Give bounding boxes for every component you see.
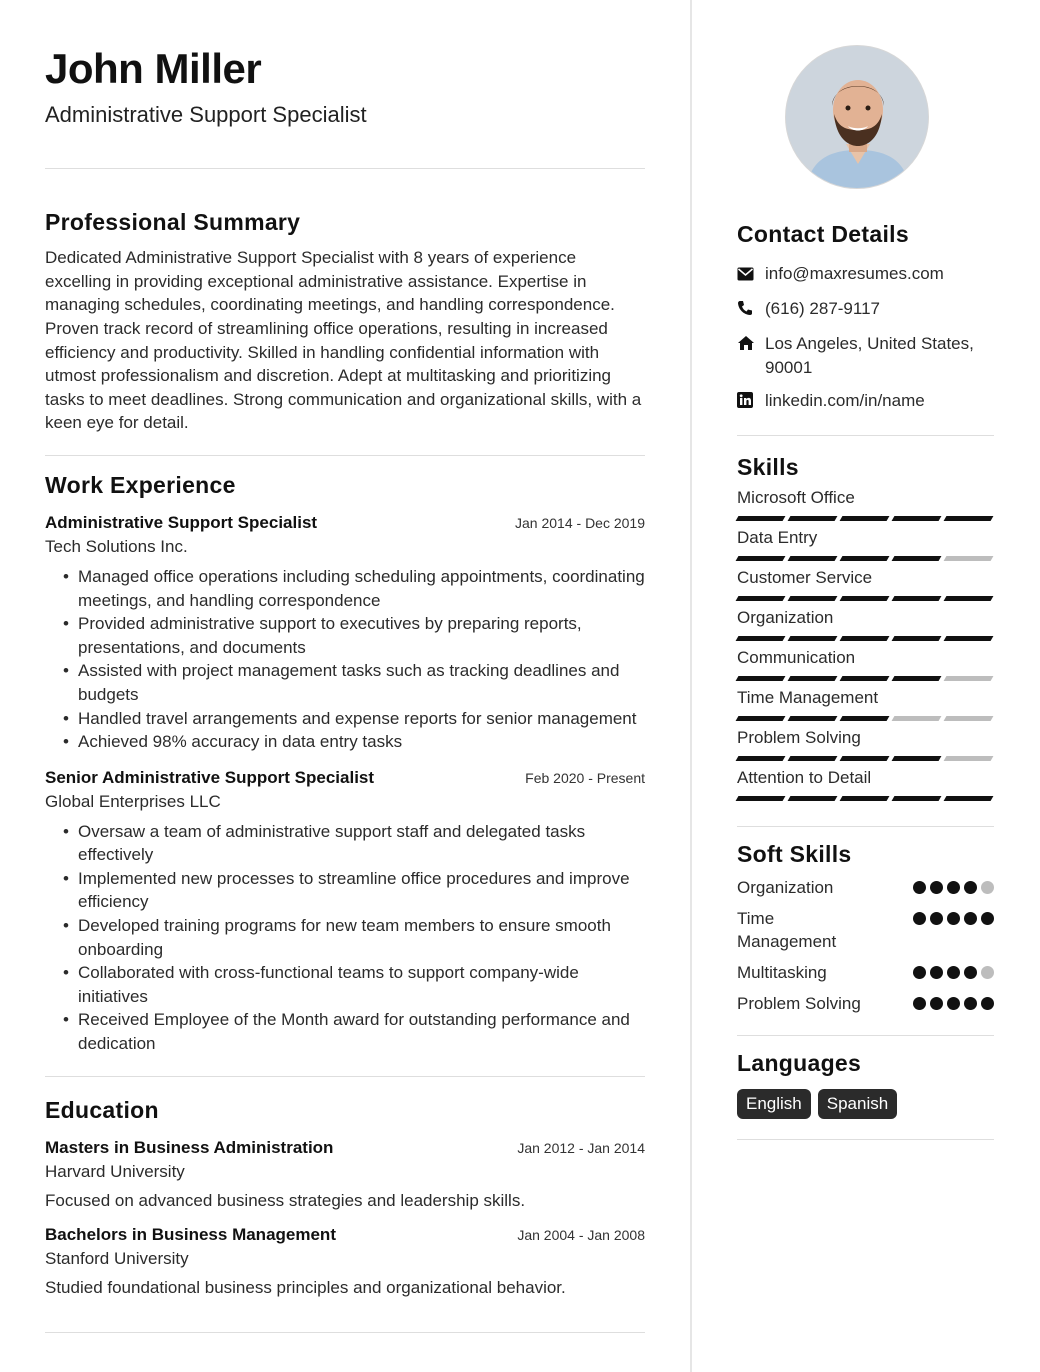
section-divider xyxy=(45,1076,645,1077)
skill-rating-bar xyxy=(737,716,994,721)
soft-skill-rating xyxy=(913,961,994,979)
soft-skill-rating-dot xyxy=(913,881,926,894)
language-pill: Spanish xyxy=(818,1089,897,1119)
skill-rating-segment xyxy=(840,676,890,681)
job-dates: Jan 2014 - Dec 2019 xyxy=(515,514,645,531)
skill-rating-segment xyxy=(892,596,942,601)
skill-rating-segment xyxy=(892,796,942,801)
envelope-icon xyxy=(737,262,765,288)
skill-rating-segment xyxy=(840,556,890,561)
skill-rating-segment xyxy=(892,556,942,561)
contact-phone[interactable]: (616) 287-9117 xyxy=(765,299,880,318)
skill-rating-bar xyxy=(737,516,994,521)
soft-skill-item xyxy=(737,992,994,1015)
skills-heading: Skills xyxy=(737,454,799,480)
job-company: Global Enterprises LLC xyxy=(45,791,221,811)
soft-skills-list xyxy=(737,876,994,1015)
soft-skill-rating-dot xyxy=(947,997,960,1010)
skill-name: Data Entry xyxy=(737,528,818,547)
job-company: Tech Solutions Inc. xyxy=(45,536,188,556)
skill-item xyxy=(737,527,994,561)
main-column xyxy=(45,40,645,1333)
work-heading: Work Experience xyxy=(45,471,236,498)
avatar-portrait xyxy=(786,46,929,189)
skill-rating-segment xyxy=(788,716,838,721)
skill-rating-segment xyxy=(736,636,786,641)
soft-skill-rating xyxy=(913,992,994,1010)
skills-list xyxy=(737,487,994,801)
contact-address-row xyxy=(737,332,994,380)
soft-skill-rating-dot xyxy=(981,997,994,1010)
education-heading: Education xyxy=(45,1096,159,1123)
summary-heading: Professional Summary xyxy=(45,209,301,236)
skill-name: Time Management xyxy=(737,688,879,707)
skill-rating-segment xyxy=(736,596,786,601)
skill-rating-segment xyxy=(788,516,838,521)
education-dates: Jan 2012 - Jan 2014 xyxy=(517,1139,645,1156)
job-bullet: • Achieved 98% accuracy in data entry tasks xyxy=(78,730,645,754)
skill-rating-segment xyxy=(840,716,890,721)
skill-item xyxy=(737,687,994,721)
soft-skill-rating-dot xyxy=(913,912,926,925)
skill-rating-segment xyxy=(892,676,942,681)
skill-item xyxy=(737,767,994,801)
skill-rating-segment xyxy=(840,796,890,801)
skill-rating-segment xyxy=(788,596,838,601)
skill-name: Attention to Detail xyxy=(737,768,872,787)
skill-rating-segment xyxy=(788,636,838,641)
soft-skill-rating-dot xyxy=(930,881,943,894)
skill-rating-bar xyxy=(737,556,994,561)
candidate-title: Administrative Support Specialist xyxy=(45,102,367,128)
contact-linkedin[interactable]: linkedin.com/in/name xyxy=(765,391,925,410)
profile-photo xyxy=(785,45,929,189)
skill-rating-segment xyxy=(892,516,942,521)
contact-email-row[interactable] xyxy=(737,262,994,288)
job-bullets xyxy=(78,565,645,754)
skill-item xyxy=(737,607,994,641)
skill-rating-segment xyxy=(944,596,994,601)
header-divider xyxy=(45,168,645,169)
job-bullet: • Collaborated with cross-functional teams to support company-wide initiatives xyxy=(78,961,645,1008)
degree-title: Bachelors in Business Management xyxy=(45,1224,336,1244)
language-pill: English xyxy=(737,1089,811,1119)
contact-linkedin-row[interactable] xyxy=(737,389,994,415)
soft-skill-rating-dot xyxy=(981,881,994,894)
skill-item xyxy=(737,487,994,521)
skill-rating-segment xyxy=(736,796,786,801)
skill-item xyxy=(737,727,994,761)
job-dates: Feb 2020 - Present xyxy=(525,769,645,786)
soft-skill-rating-dot xyxy=(930,966,943,979)
skill-rating-segment xyxy=(840,596,890,601)
skill-rating-segment xyxy=(840,636,890,641)
skill-rating-segment xyxy=(736,756,786,761)
skill-rating-segment xyxy=(736,716,786,721)
skill-rating-segment xyxy=(944,516,994,521)
home-icon xyxy=(737,332,765,358)
soft-skill-rating xyxy=(913,907,994,925)
job-entry xyxy=(45,513,645,754)
section-divider xyxy=(45,455,645,456)
skill-item xyxy=(737,647,994,681)
soft-skill-rating-dot xyxy=(913,966,926,979)
skill-rating-segment xyxy=(840,516,890,521)
skill-rating-segment xyxy=(788,756,838,761)
job-bullet: • Managed office operations including scheduling appointments, coordinating meetings, and handling correspondence xyxy=(78,565,645,612)
skill-rating-bar xyxy=(737,676,994,681)
contact-heading: Contact Details xyxy=(737,221,909,247)
soft-skill-item xyxy=(737,907,994,953)
skill-rating-segment xyxy=(788,556,838,561)
education-entry xyxy=(45,1225,645,1298)
job-bullet: • Developed training programs for new team members to ensure smooth onboarding xyxy=(78,914,645,961)
skill-rating-segment xyxy=(892,756,942,761)
summary-text: Dedicated Administrative Support Specialist with 8 years of experience excelling in providing exceptional administrative assistance. Expertise in managing schedules, coordinating meetings, and handling correspondence. Proven track record of streamlining office operations, resulting in increased efficiency and productivity. Skilled in handling confidential information with utmost professionalism and discretion. Adept at multitasking and prioritizing tasks to meet deadlines. Strong communication and organizational skills, with a keen eye for detail. xyxy=(45,248,642,433)
soft-skill-rating-dot xyxy=(964,966,977,979)
section-divider xyxy=(45,1332,645,1333)
job-bullet: • Handled travel arrangements and expense reports for senior management xyxy=(78,707,645,731)
degree-title: Masters in Business Administration xyxy=(45,1137,334,1157)
education-description: Studied foundational business principles and organizational behavior. xyxy=(45,1277,566,1297)
skill-rating-segment xyxy=(944,556,994,561)
skill-rating-segment xyxy=(892,636,942,641)
languages-list xyxy=(737,1089,994,1119)
education-entry xyxy=(45,1138,645,1211)
soft-skills-heading: Soft Skills xyxy=(737,841,852,867)
linkedin-icon xyxy=(737,389,765,415)
soft-skill-item xyxy=(737,876,994,899)
skill-rating-segment xyxy=(788,676,838,681)
soft-skill-rating xyxy=(913,876,994,894)
soft-skill-rating-dot xyxy=(964,881,977,894)
soft-skill-rating-dot xyxy=(913,997,926,1010)
skill-name: Microsoft Office xyxy=(737,488,855,507)
skill-rating-segment xyxy=(944,716,994,721)
soft-skill-rating-dot xyxy=(947,881,960,894)
soft-skill-rating-dot xyxy=(947,966,960,979)
skill-rating-bar xyxy=(737,796,994,801)
skill-item xyxy=(737,567,994,601)
soft-skill-name: Time Management xyxy=(737,909,837,951)
phone-icon xyxy=(737,297,765,323)
job-bullet: • Assisted with project management tasks such as tracking deadlines and budgets xyxy=(78,659,645,706)
job-bullet: • Provided administrative support to executives by preparing reports, presentations, and documents xyxy=(78,612,645,659)
skill-rating-segment xyxy=(840,756,890,761)
contact-address: Los Angeles, United States, 90001 xyxy=(765,334,974,377)
soft-skill-rating-dot xyxy=(930,997,943,1010)
skill-rating-bar xyxy=(737,756,994,761)
soft-skill-item xyxy=(737,961,994,984)
soft-skill-rating-dot xyxy=(981,966,994,979)
skill-rating-segment xyxy=(736,676,786,681)
skill-name: Communication xyxy=(737,648,856,667)
section-divider xyxy=(737,1139,994,1140)
school-name: Stanford University xyxy=(45,1248,189,1268)
job-bullet: • Oversaw a team of administrative support staff and delegated tasks effectively xyxy=(78,820,645,867)
job-bullet: • Received Employee of the Month award for outstanding performance and dedication xyxy=(78,1008,645,1055)
skill-rating-segment xyxy=(944,676,994,681)
skill-rating-segment xyxy=(944,796,994,801)
skill-rating-segment xyxy=(944,636,994,641)
soft-skill-name: Multitasking xyxy=(737,963,827,982)
skill-rating-segment xyxy=(944,756,994,761)
skill-name: Problem Solving xyxy=(737,728,861,747)
soft-skill-rating-dot xyxy=(964,912,977,925)
skill-rating-bar xyxy=(737,636,994,641)
education-description: Focused on advanced business strategies and leadership skills. xyxy=(45,1190,526,1210)
contact-email[interactable]: info@maxresumes.com xyxy=(765,264,944,283)
job-title: Administrative Support Specialist xyxy=(45,512,318,532)
column-divider xyxy=(690,0,692,1372)
skill-rating-segment xyxy=(788,796,838,801)
soft-skill-name: Problem Solving xyxy=(737,994,861,1013)
education-dates: Jan 2004 - Jan 2008 xyxy=(517,1226,645,1243)
soft-skill-rating-dot xyxy=(981,912,994,925)
sidebar-column xyxy=(737,45,994,1140)
job-entry xyxy=(45,768,645,1056)
soft-skill-rating-dot xyxy=(930,912,943,925)
soft-skill-rating-dot xyxy=(964,997,977,1010)
job-bullet: • Implemented new processes to streamline office procedures and improve efficiency xyxy=(78,867,645,914)
skill-rating-bar xyxy=(737,596,994,601)
skill-name: Customer Service xyxy=(737,568,873,587)
soft-skill-name: Organization xyxy=(737,878,834,897)
soft-skill-rating-dot xyxy=(947,912,960,925)
languages-heading: Languages xyxy=(737,1050,862,1076)
candidate-name: John Miller xyxy=(45,45,262,92)
skill-rating-segment xyxy=(892,716,942,721)
skill-name: Organization xyxy=(737,608,834,627)
school-name: Harvard University xyxy=(45,1161,185,1181)
contact-list xyxy=(737,262,994,415)
skill-rating-segment xyxy=(736,556,786,561)
job-bullets xyxy=(78,820,645,1056)
skill-rating-segment xyxy=(736,516,786,521)
contact-phone-row[interactable] xyxy=(737,297,994,323)
job-title: Senior Administrative Support Specialist xyxy=(45,767,375,787)
